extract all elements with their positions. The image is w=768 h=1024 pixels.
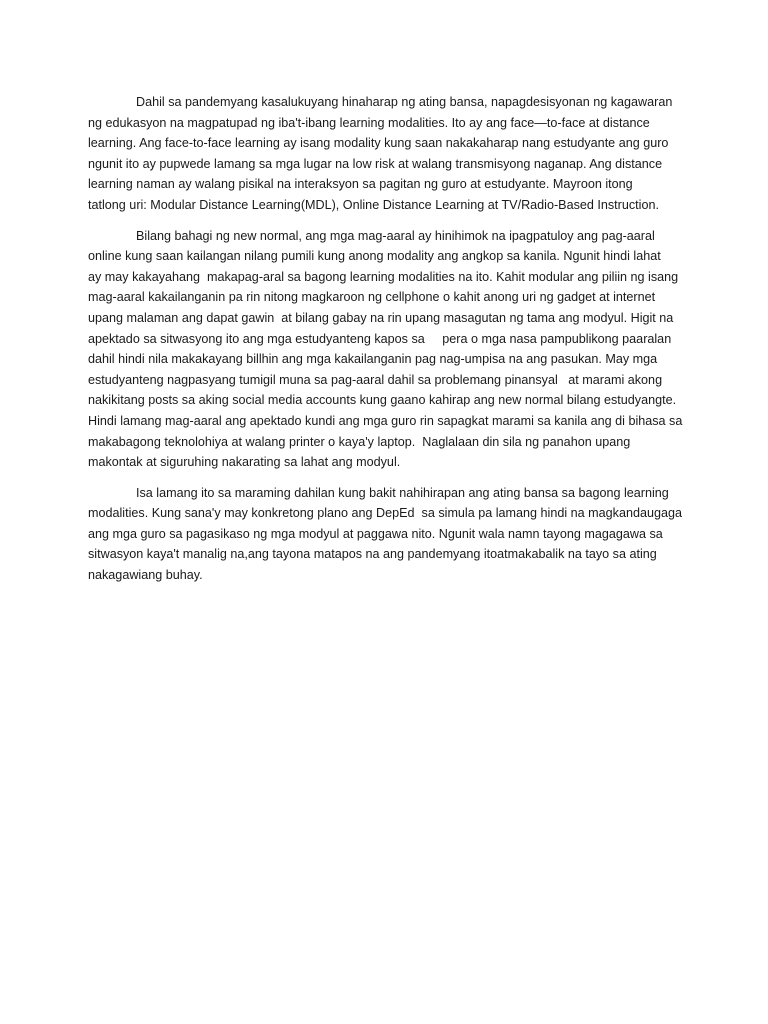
text-line: ay may kakayahang makapag-aral sa bagong learning modalities na ito. Kahit modular ang piliin ng isang — [88, 269, 679, 284]
text-line: Dahil sa pandemyang kasalukuyang hinaharap ng ating bansa, napagdesisyonan ng kagawaran — [136, 95, 673, 109]
text-line: modalities. Kung sana'y may konkretong plano ang DepEd sa simula pa lamang hindi na magkandaugaga — [88, 506, 682, 521]
paragraph-3 — [88, 483, 688, 586]
text-line: makontak at siguruhing nakarating sa lahat ang modyul. — [88, 455, 401, 470]
text-line: learning. Ang face-to-face learning ay isang modality kung saan nakakaharap nang estudyante ang guro — [88, 136, 669, 151]
text-line: apektado sa sitwasyong ito ang mga estudyanteng kapos sa pera o mga nasa pampublikong paaralan — [88, 331, 672, 346]
text-line: sitwasyon kaya't manalig na,ang tayona matapos na ang pandemyang itoatmakabalik na tayo sa ating — [88, 547, 657, 562]
text-line: ang mga guro sa pagasikaso ng mga modyul at paggawa nito. Ngunit wala namn tayong magagawa sa — [88, 526, 663, 541]
text-line: ng edukasyon na magpatupad ng iba't-ibang learning modalities. Ito ay ang face—to-face at distance — [88, 115, 650, 130]
document-body — [88, 92, 688, 586]
text-line: online kung saan kailangan nilang pumili kung anong modality ang angkop sa kanila. Ngunit hindi lahat — [88, 249, 661, 264]
text-line: ngunit ito ay pupwede lamang sa mga lugar na low risk at walang transmisyong naganap. Ang distance — [88, 156, 663, 171]
text-line: Isa lamang ito sa maraming dahilan kung bakit nahihirapan ang ating bansa sa bagong learning — [136, 485, 669, 500]
text-line: Bilang bahagi ng new normal, ang mga mag-aaral ay hinihimok na ipagpatuloy ang pag-aaral — [136, 228, 655, 243]
text-line: upang malaman ang dapat gawin at bilang gabay na rin upang masagutan ng tama ang modyul. Higit na — [88, 310, 674, 325]
text-line: learning naman ay walang pisikal na interaksyon sa pagitan ng guro at estudyante. Mayroon itong — [88, 177, 633, 192]
text-line: makabagong teknolohiya at walang printer o kaya'y laptop. Naglalaan din sila ng panahon upang — [88, 434, 631, 449]
paragraph-2 — [88, 226, 688, 473]
text-line: mag-aaral kakailanganin pa rin nitong magkaroon ng cellphone o kahit anong uri ng gadget at internet — [88, 290, 656, 305]
paragraph-1 — [88, 92, 688, 216]
text-line: nakagawiang buhay. — [88, 568, 203, 583]
text-line: estudyanteng nagpasyang tumigil muna sa pag-aaral dahil sa problemang pinansyal at marami akong — [88, 372, 663, 387]
text-line: Hindi lamang mag-aaral ang apektado kundi ang mga guro rin sapagkat marami sa kanila ang di bihasa sa — [88, 413, 683, 428]
text-line: nakikitang posts sa aking social media accounts kung gaano kahirap ang new normal bilang estudyangte. — [88, 393, 677, 408]
text-line: tatlong uri: Modular Distance Learning(MDL), Online Distance Learning at TV/Radio-Based Instruction. — [88, 197, 659, 212]
text-line: dahil hindi nila makakayang billhin ang mga kakailanganin pag nag-umpisa na ang pasukan. May mga — [88, 352, 658, 367]
